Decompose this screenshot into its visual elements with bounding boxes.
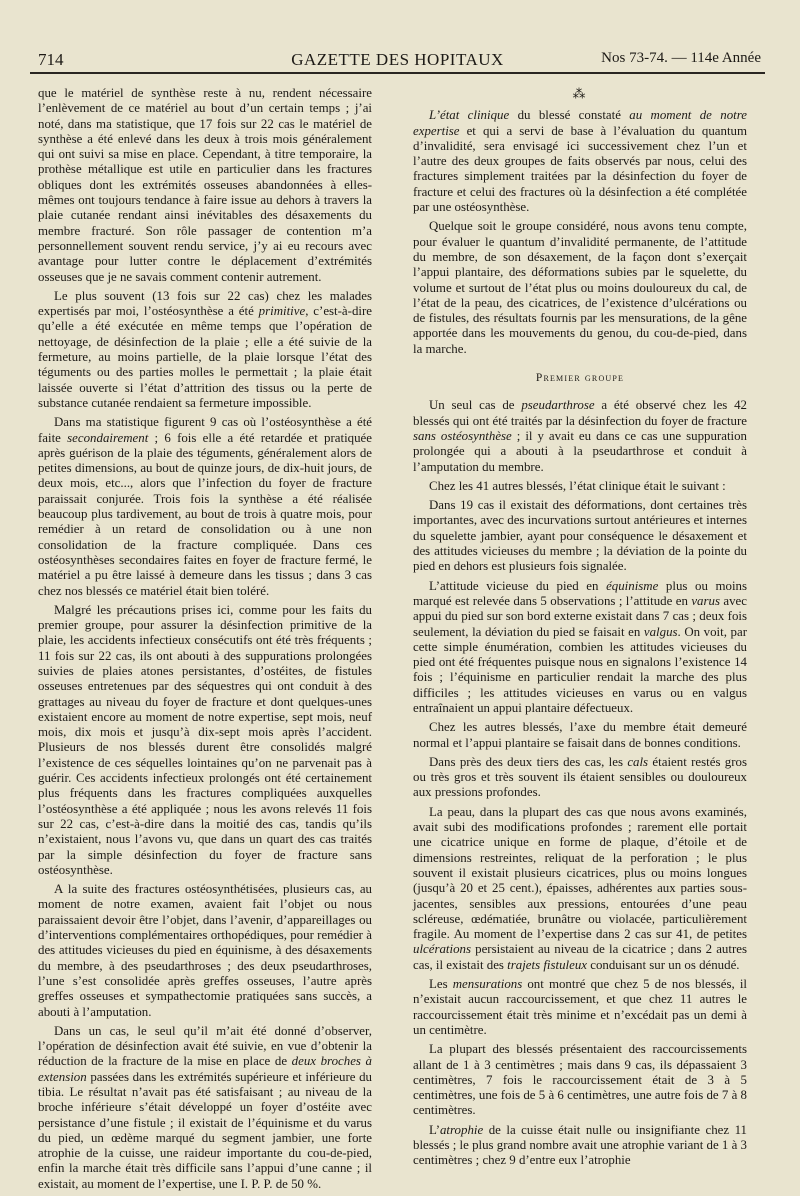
paragraph: Chez les 41 autres blessés, l’état clinique était le suivant : [429, 478, 726, 493]
paragraph: La peau, dans la plupart des cas que nous avons examinés, avait subi des modifications profondes ; rarement elle portait une cicatrice unique en forme de plaque, d’étoile et de dimensions restreintes, reliquat de la perforation ; le plus souvent il existait plusieurs cicatrices, plus ou moins longues (jusqu’à 20 et 25 cent.), épaisses, adhérentes aux parties sous-jacentes, sensibles aux pressions, entourées d’une peau scléreuse, œdématiée, brunâtre ou violacée, particulièrement fragile. Au moment de l’expertise dans 2 cas sur 41, de petites ulcérations persistaient au niveau de la cicatrice ; dans 2 autres cas, il existait des trajets fistuleux conduisant sur un os dénudé. [413, 804, 747, 972]
paragraph: Un seul cas de pseudarthrose a été observé chez les 42 blessés qui ont été traités par la désinfection du foyer de fracture sans ostéosynthèse ; il y avait eu dans ce cas une suppuration prolongée qui a abouti à la pseudarthrose et conduit à l’amputation du membre. [413, 398, 747, 474]
paragraph: Dans 19 cas il existait des déformations, dont certaines très importantes, avec des incurvations surtout antérieures et internes du squelette jambier, ayant pour conséquence le désaxement et des attitudes vicieuses du membre ; la déviation de la pointe du pied en dehors est plusieurs fois signalée. [413, 498, 747, 574]
paragraph: Quelque soit le groupe considéré, nous avons tenu compte, pour évaluer le quantum d’invalidité permanente, de l’attitude du membre, de son désaxement, de la façon dont s’exerçait l’appui plantaire, des déformations subies par le squelette, du volume et surtout de l’état plus ou moins douloureux du cal, de l’état de la peau, des cicatrices, de l’existence d’ulcérations ou de fistules, des résultats fournis par les mensurations, de la gêne apportée dans les mouvements du genou, du cou-de-pied, dans la marche. [413, 219, 747, 356]
section-heading: Premier groupe [535, 372, 625, 385]
paragraph: Le plus souvent (13 fois sur 22 cas) chez les malades expertisés par moi, l’ostéosynthèse a été primitive, c’est-à-dire qu’elle a été exécutée en même temps que l’opération de nettoyage, de désinfection de la plaie ; elle a été suivie de la fermeture, au moins partielle, de la plaie lorsque l’état des téguments ou des parties molles le permettait ; la plaie était laissée ouverte si l’état d’attrition des tissus ou la perte de substance cutanée rendaient sa fermeture impossible. [38, 288, 372, 410]
paragraph: que le matériel de synthèse reste à nu, rendent nécessaire l’enlèvement de ce matériel au bout d’un certain temps ; j’ai noté, dans ma statistique, que 17 fois sur 22 cas le matériel de synthèse a été enlevé dans les deux à trois mois généralement qui ont suivi sa mise en place. Cependant, à titre temporaire, la prothèse métallique est utile en particulier dans les fractures obliques dont les extrémités osseuses abandonnées à elles-mêmes ont toujours tendance à faire issue au dehors à travers la plaie cutanée rendant ainsi inévitables des désaxements du membre fracturé. Son rôle passager de contention m’a personnellement souvent rendu service, j’y ai eu recours avec avantage pour lutter contre le déplacement d’extrémités osseuses que je ne savais comment contenir autrement. [38, 86, 372, 284]
paragraph: Malgré les précautions prises ici, comme pour les faits du premier groupe, pour assurer la désinfection primitive de la plaie, les accidents infectieux consécutifs ont été très fréquents ; 11 fois sur 22 cas, ils ont abouti à des suppurations prolongées suivies de plaies atones persistantes, d’ostéites, de fistules osseuses entretenues par des séquestres qui ont conduit à des grattages au niveau du foyer de fracture et dont quelques-unes existaient encore au moment de notre expertise, sept mois, neuf mois, dix mois et jusqu’à dix-sept mois après l’accident. Plusieurs de nos blessés durent être consolidés malgré l’existence de ces séquelles lointaines qu’on ne parvenait pas à guérir. Ces accidents infectieux prolongés ont été certainement plus fréquents dans les fractures compliquées auxquelles l’ostéosynthèse a été appliquée ; nous les avons relevés 11 fois sur 22 cas, c’est-à-dire dans la moitié des cas, tandis qu’ils n’existaient, nous l’avons vu, que dans un quart des cas traités par la simple désinfection du foyer de fracture sans ostéosynthèse. [38, 602, 372, 877]
paragraph: L’attitude vicieuse du pied en équinisme plus ou moins marqué est relevée dans 5 observations ; l’attitude en varus avec appui du pied sur son bord externe existait dans 7 cas ; deux fois seulement, la déviation du pied se faisait en valgus. On voit, par cette simple énumération, combien les attitudes vicieuses du pied ont été fréquentes puisque nous en signalons l’existence 14 fois ; l’équinisme en particulier rendait la marche des plus difficiles ; les attitudes vicieuses en varus ou en valgus entraînaient un appui plantaire défectueux. [413, 578, 747, 715]
paragraph: L’état clinique du blessé constaté au moment de notre expertise et qui a servi de base à l’évaluation du quantum d’invalidité, sera envisagé ici successivement chez l’un et l’autre des deux groupes de faits observés par nous, celui des fractures simplement traitées par la désinfection du foyer de fracture et celui des fractures où la désinfection a été complétée par une ostéosynthèse. [413, 108, 747, 215]
paragraph: Dans près des deux tiers des cas, les cals étaient restés gros ou très gros et très souvent ils étaient sensibles ou douloureux aux pressions profondes. [413, 754, 747, 800]
right-column [413, 86, 747, 1173]
page-number: 714 [38, 50, 64, 69]
left-column [38, 86, 372, 1196]
paragraph: La plupart des blessés présentaient des raccourcissements allant de 1 à 3 centimètres ; mais dans 9 cas, ils dépassaient 3 centimètres, 7 fois le raccourcissement était de 3 à 5 centimètres, une fois de 5 à 6 centimètres, une autre fois de 7 à 8 centimètres. [413, 1042, 747, 1118]
paragraph: A la suite des fractures ostéosynthétisées, plusieurs cas, au moment de notre examen, avaient fait l’objet ou nous paraissaient devoir être l’objet, dans l’avenir, d’appareillages ou d’interventions complémentaires orthopédiques, pour remédier à des attitudes vicieuses du pied en équinisme, à des désaxements du membre, à des pseudarthroses ; des deux pseudarthroses, l’une s’est consolidée après greffes osseuses, l’autre après greffes osseuses et sympathectomie pratiquées sans succès, a abouti à l’amputation. [38, 882, 372, 1019]
section-separator: ⁂ [572, 86, 588, 101]
paragraph: L’atrophie de la cuisse était nulle ou insignifiante chez 11 blessés ; le plus grand nombre avait une atrophie variant de 1 à 3 centimètres ; chez 9 d’entre eux l’atrophie [413, 1122, 747, 1168]
issue-number: Nos 73-74. — 114e Année [601, 50, 761, 66]
paragraph: Les mensurations ont montré que chez 5 de nos blessés, il n’existait aucun raccourcissement, et que chez 11 autres le raccourcissement était très minime et n’excédait pas un demi à un centimètre. [413, 977, 747, 1037]
paragraph: Dans un cas, le seul qu’il m’ait été donné d’observer, l’opération de désinfection avait été suivie, en vue d’obtenir la réduction de la fracture de la mise en place de deux broches à extension passées dans les extrémités supérieure et inférieure du tibia. Le résultat n’avait pas été satisfaisant ; au niveau de la broche inférieure s’était développé un foyer d’ostéite avec persistance d’une fistule ; il existait de l’équinisme et du varus du pied, un œdème marqué du segment jambier, une forte atrophie de la cuisse, une raideur importante du cou-de-pied, enfin la marche était très difficile sans l’appui d’une canne ; il existait, au moment de l’expertise, une I. P. P. de 50 %. [38, 1023, 372, 1191]
paragraph: Dans ma statistique figurent 9 cas où l’ostéosynthèse a été faite secondairement ; 6 fois elle a été retardée et pratiquée après guérison de la plaie des téguments, généralement alors de petites dimensions, au bout de quinze jours, de dix-huit jours, de deux mois, etc..., alors que l’infection du foyer de fracture paraissait conjurée. Trois fois la synthèse a été réalisée beaucoup plus tardivement, au bout de trois à quatre mois, pour remédier à un retard de consolidation ou à une non consolidation de la fracture compliquée. Dans ces ostéosynthèses secondaires faites en foyer de fracture fermé, le matériel a pu être laissé à demeure dans les tissus ; dans 3 cas chez nos blessés ce matériel était bien toléré. [38, 415, 372, 598]
page-header [30, 48, 765, 74]
paragraph: Chez les autres blessés, l’axe du membre était demeuré normal et l’appui plantaire se faisait dans de bonnes conditions. [413, 720, 747, 750]
journal-title: GAZETTE DES HOPITAUX [291, 50, 504, 69]
